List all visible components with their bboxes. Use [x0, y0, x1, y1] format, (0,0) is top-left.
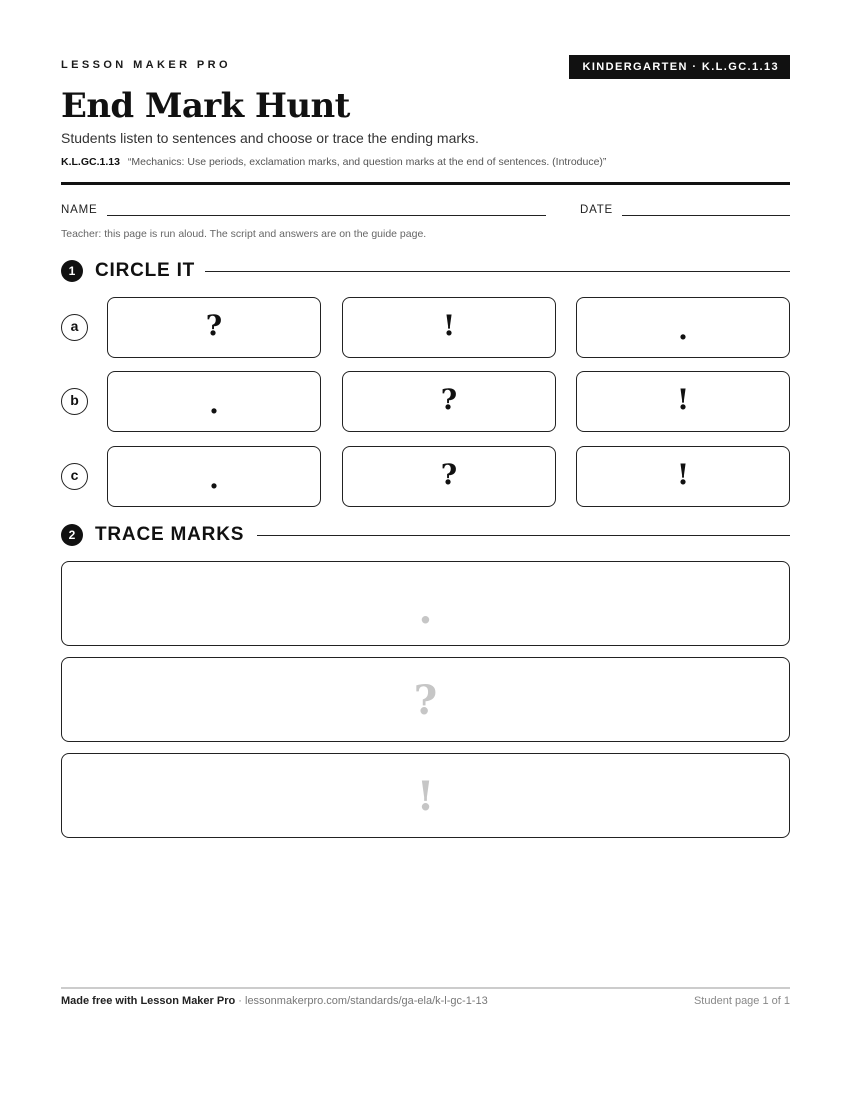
question-mark-glyph: ?: [205, 309, 223, 342]
period-glyph: .: [209, 462, 219, 495]
footer-url[interactable]: · lessonmakerpro.com/standards/ga-ela/k-l-gc-1-13: [235, 995, 488, 1007]
header-divider: [61, 182, 790, 185]
trace-box[interactable]: [61, 561, 790, 646]
trace-question-mark-glyph: ?: [413, 677, 438, 724]
choice-card[interactable]: [576, 371, 790, 432]
question-mark-glyph: ?: [440, 383, 458, 416]
date-label: DATE: [580, 204, 614, 216]
period-glyph: .: [678, 313, 688, 346]
choice-card[interactable]: [342, 297, 556, 358]
row-label-b: b: [61, 388, 88, 415]
section-trace-marks: [61, 523, 790, 547]
student-info-fields: [61, 204, 790, 220]
period-glyph: .: [209, 387, 219, 420]
footer-page-number: Student page 1 of 1: [693, 995, 790, 1007]
choice-card[interactable]: [342, 371, 556, 432]
question-mark-glyph: ?: [440, 458, 458, 491]
name-label: NAME: [61, 204, 98, 216]
section-number-badge: 1: [61, 260, 83, 282]
section-circle-it: [61, 259, 790, 283]
date-field[interactable]: [622, 215, 790, 216]
exclamation-mark-glyph: !: [676, 383, 690, 416]
section-rule: [205, 271, 790, 272]
worksheet-title: End Mark Hunt: [61, 86, 350, 126]
worksheet-page: [61, 0, 790, 1100]
teacher-note: Teacher: this page is run aloud. The script and answers are on the guide page.: [61, 228, 427, 240]
worksheet-subtitle: Students listen to sentences and choose or trace the ending marks.: [61, 130, 479, 146]
trace-box[interactable]: [61, 657, 790, 742]
footer-made-with: Made free with Lesson Maker Pro: [61, 995, 236, 1007]
section-title: TRACE MARKS: [95, 524, 245, 545]
standard-line: [61, 156, 606, 168]
row-label-a: a: [61, 314, 88, 341]
choice-card[interactable]: [107, 446, 321, 507]
choice-card[interactable]: [107, 297, 321, 358]
brand-name: LESSON MAKER PRO: [61, 59, 231, 71]
trace-box[interactable]: [61, 753, 790, 838]
page-header: [61, 55, 790, 79]
choice-card[interactable]: [576, 446, 790, 507]
standard-code: K.L.GC.1.13: [61, 156, 120, 168]
trace-period-glyph: .: [418, 586, 433, 633]
row-label-c: c: [61, 463, 88, 490]
footer-divider: [61, 987, 790, 989]
choice-card[interactable]: [576, 297, 790, 358]
footer-credit: [61, 995, 488, 1007]
exclamation-mark-glyph: !: [676, 458, 690, 491]
name-field[interactable]: [107, 215, 546, 216]
section-number-badge: 2: [61, 524, 83, 546]
choice-card[interactable]: [342, 446, 556, 507]
standard-description: “Mechanics: Use periods, exclamation marks, and question marks at the end of sentences. (Introduce)”: [127, 156, 607, 168]
trace-exclamation-mark-glyph: !: [416, 773, 435, 820]
section-title: CIRCLE IT: [95, 260, 196, 281]
grade-badge: KINDERGARTEN · K.L.GC.1.13: [569, 55, 790, 79]
exclamation-mark-glyph: !: [442, 309, 456, 342]
choice-card[interactable]: [107, 371, 321, 432]
section-rule: [257, 535, 790, 536]
